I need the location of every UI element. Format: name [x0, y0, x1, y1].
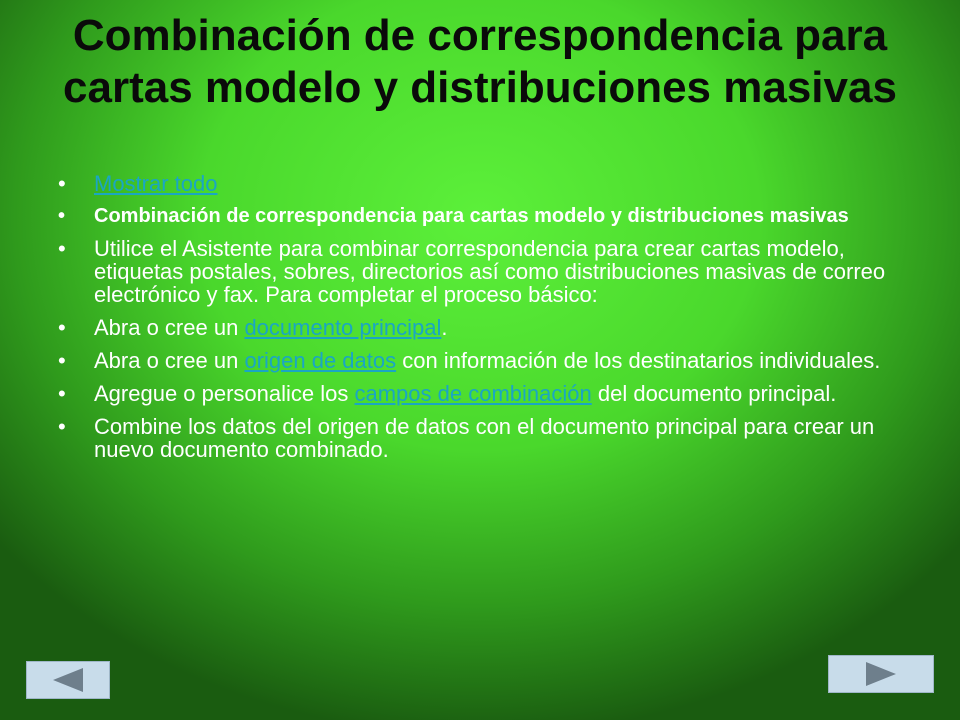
slide-title: Combinación de correspondencia para cartas modelo y distribuciones masivas	[63, 11, 897, 112]
bullet-step-4	[58, 415, 908, 461]
step3-pre-text: Agregue o personalice los	[94, 381, 355, 406]
bullet-heading	[58, 205, 908, 227]
next-slide-button[interactable]	[828, 655, 934, 693]
show-all-link[interactable]: Mostrar todo	[94, 171, 218, 196]
step3-post-text: del documento principal.	[591, 381, 837, 406]
campos-de-combinacion-link[interactable]: campos de combinación	[354, 381, 592, 406]
origen-de-datos-link[interactable]: origen de datos	[244, 348, 397, 373]
previous-slide-button[interactable]	[26, 661, 110, 699]
bullet-list	[58, 172, 908, 471]
bullet-show-all	[58, 172, 908, 195]
bullet-heading-text: Combinación de correspondencia para cartas modelo y distribuciones masivas	[94, 205, 849, 227]
bullet-step-3	[58, 382, 908, 405]
step2-post-text: con información de los destinatarios individuales.	[396, 348, 881, 373]
bullet-step-1	[58, 316, 908, 339]
bullet-step-2	[58, 349, 908, 372]
documento-principal-link[interactable]: documento principal	[244, 315, 442, 340]
triangle-left-icon	[51, 667, 85, 693]
bullet-intro	[58, 237, 908, 306]
triangle-right-icon	[864, 661, 898, 687]
step4-text: Combine los datos del origen de datos con el documento principal para crear un nuevo documento combinado.	[94, 414, 875, 462]
step1-post-text: .	[441, 315, 448, 340]
step1-pre-text: Abra o cree un	[94, 315, 245, 340]
step2-pre-text: Abra o cree un	[94, 348, 245, 373]
bullet-intro-text: Utilice el Asistente para combinar correspondencia para crear cartas modelo, etiquetas postales, sobres, directorios así como distribuciones masivas de correo electrónico y fax. Para completar el proceso básico:	[94, 236, 886, 307]
